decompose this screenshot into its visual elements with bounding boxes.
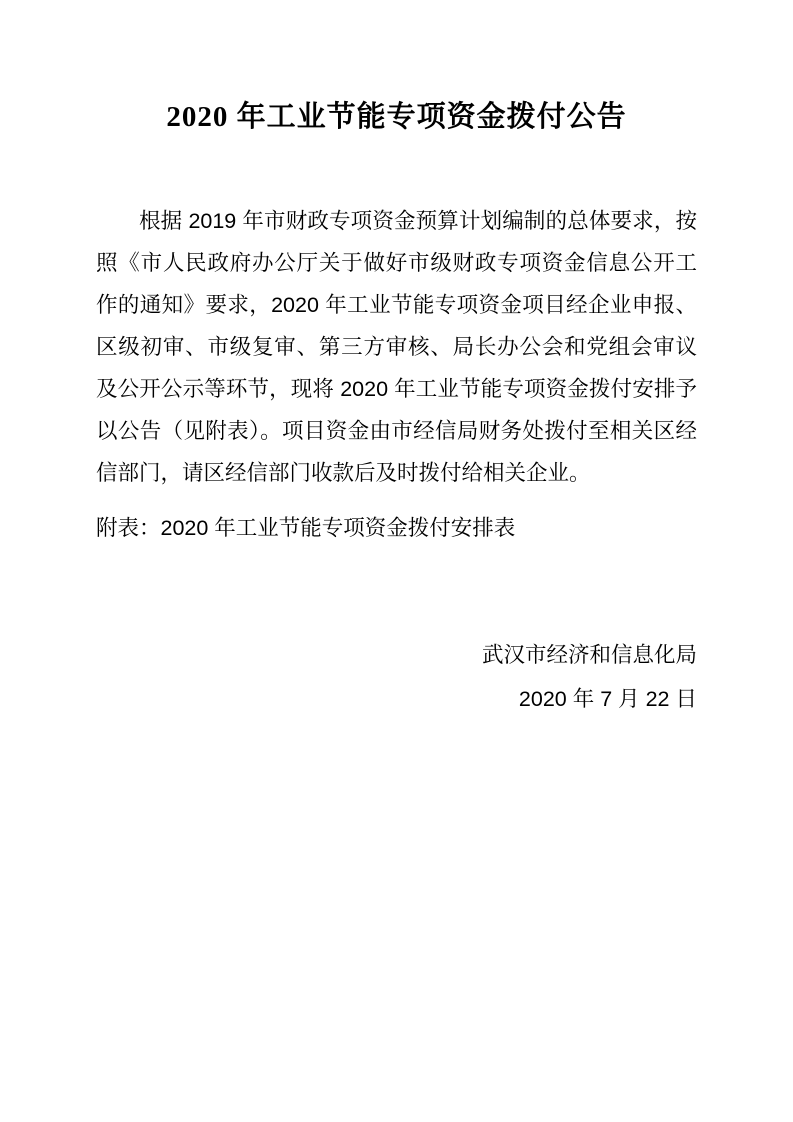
document-body [96,200,697,721]
body-paragraph: 根据 2019 年市财政专项资金预算计划编制的总体要求，按照《市人民政府办公厅关于做好市级财政专项资金信息公开工作的通知》要求，2020 年工业节能专项资金项目经企业申报、区级初审、市级复审、第三方审核、局长办公会和党组会审议及公开公示等环节，现将 2020 年工业节能专项资金拨付安排予以公告（见附表）。项目资金由市经信局财务处拨付至相关区经信部门，请区经信部门收款后及时拨付给相关企业。 [96,209,697,485]
signature-org: 武汉市经济和信息化局 [481,643,697,667]
signature-date: 2020 年 7 月 22 日 [518,687,697,711]
document-title: 2020 年工业节能专项资金拨付公告 [166,101,627,133]
attachment-note: 附表：2020 年工业节能专项资金拨付安排表 [96,516,516,540]
signature-block [96,633,697,721]
